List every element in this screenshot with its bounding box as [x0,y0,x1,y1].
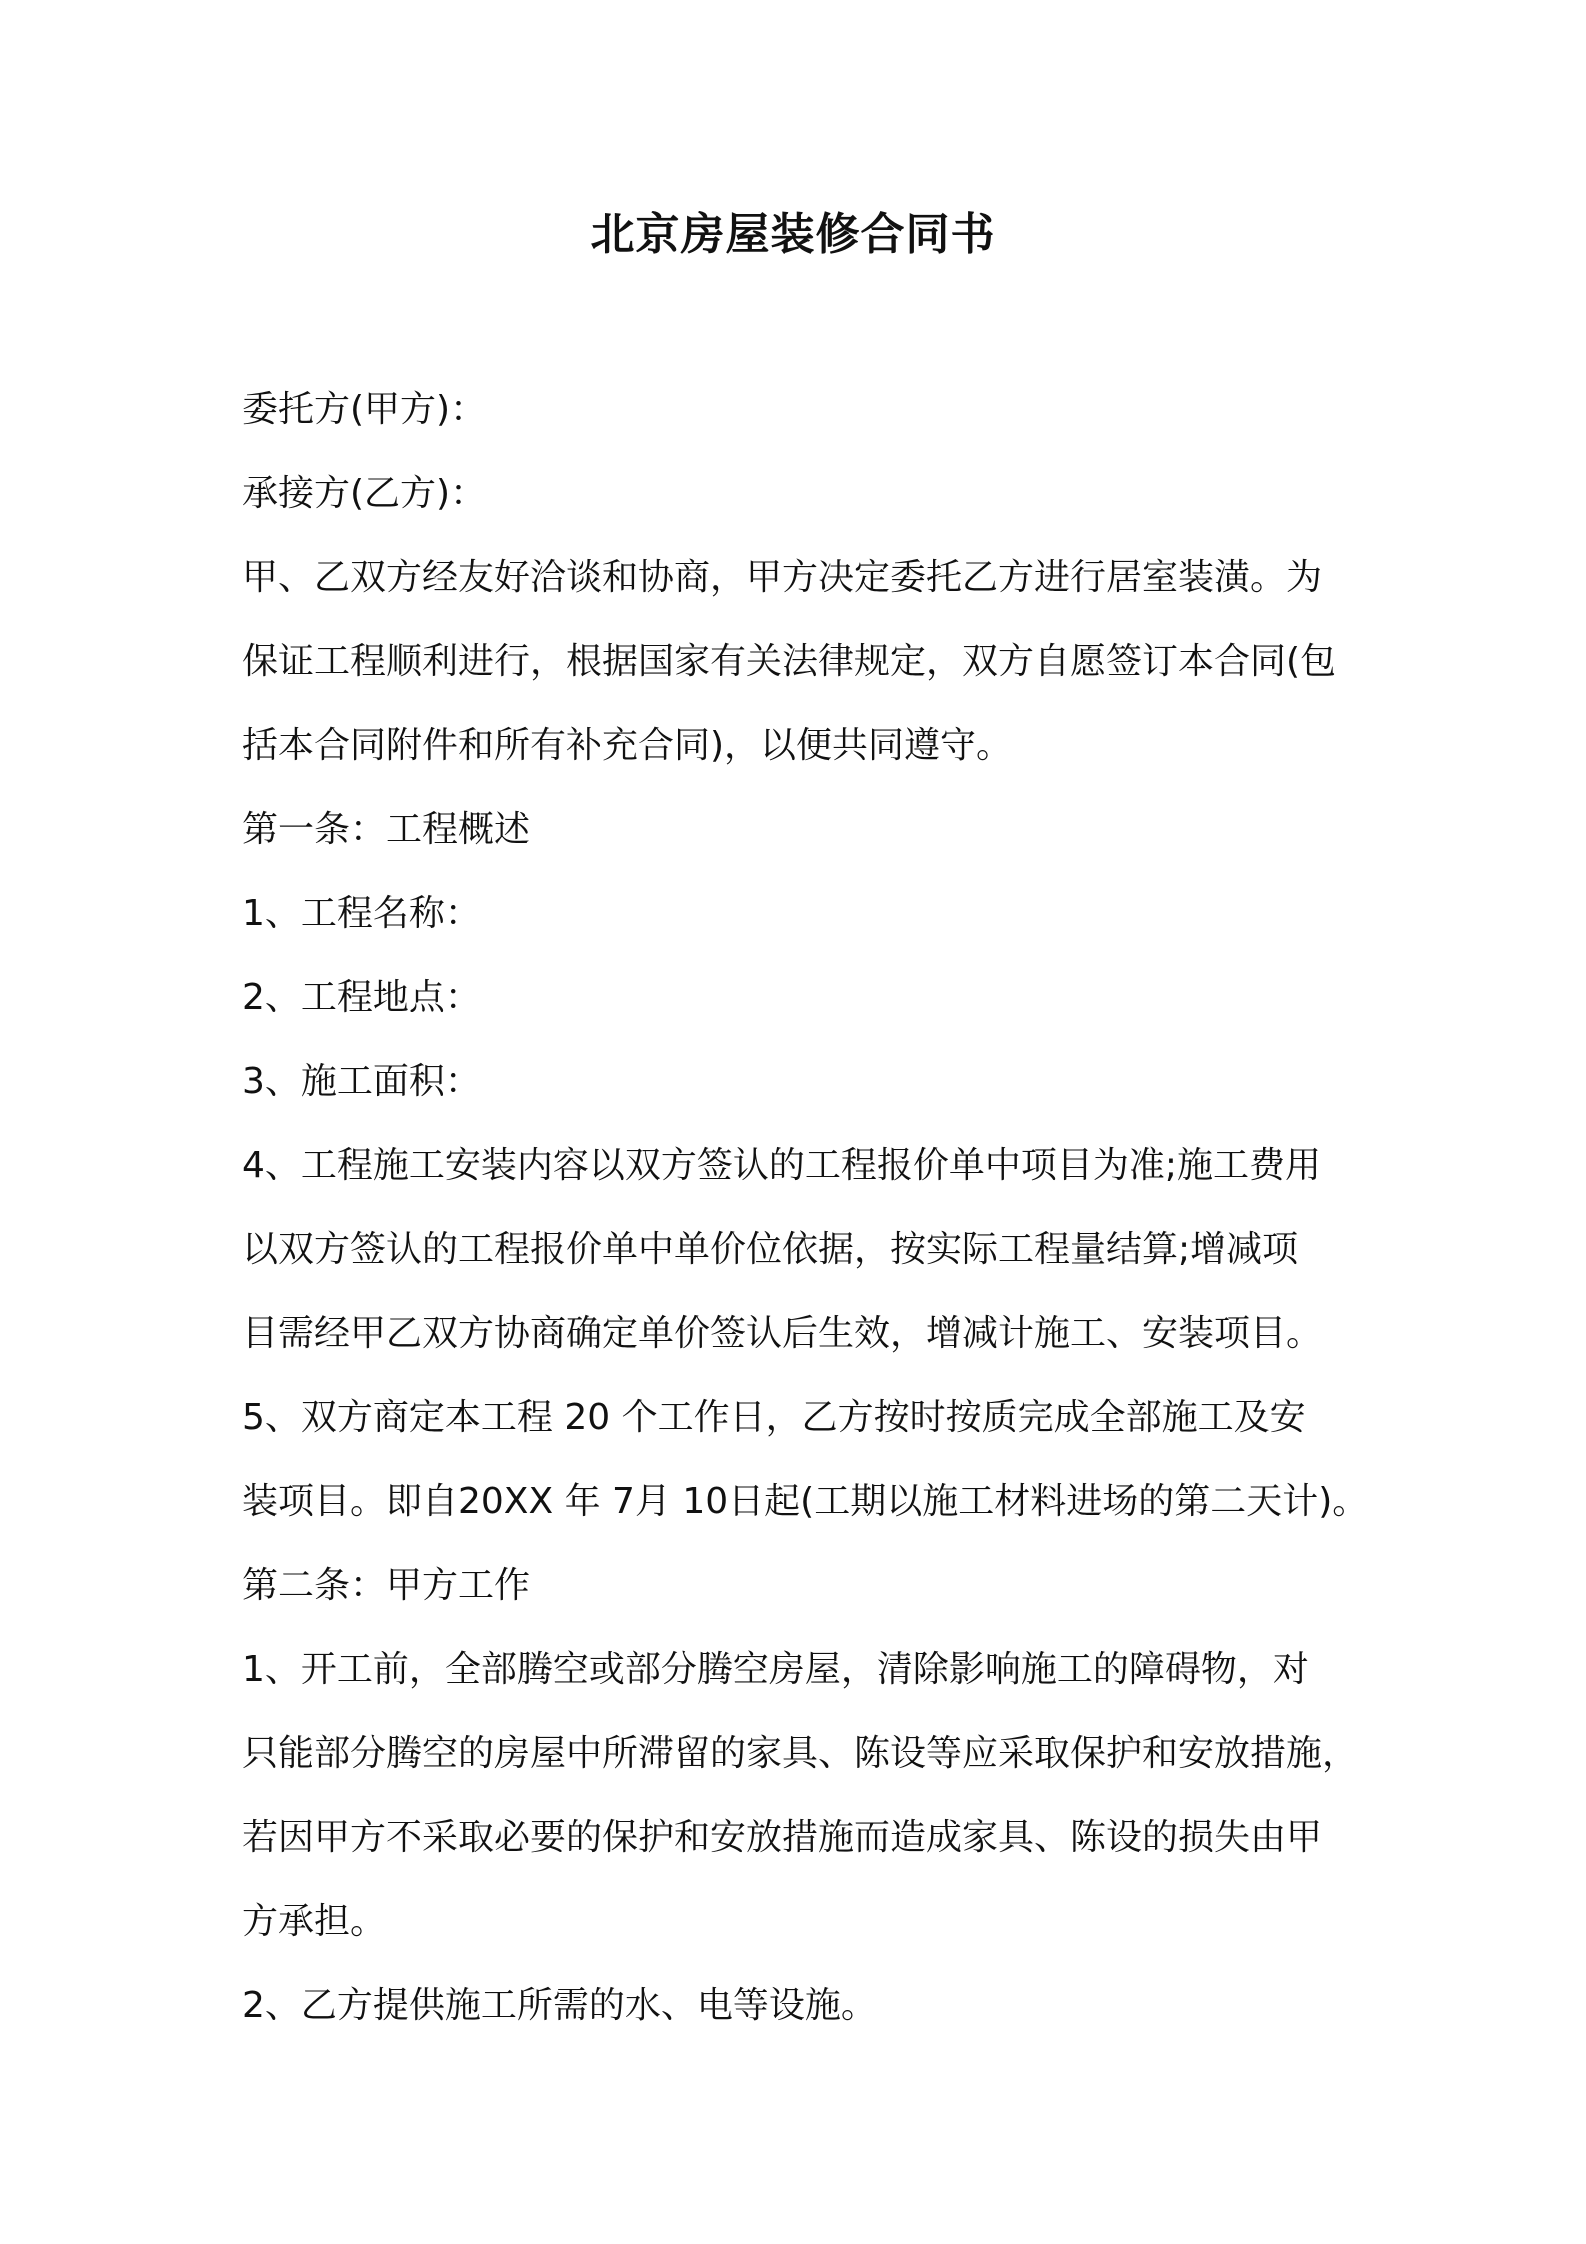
party-a-item-2: 2、乙方提供施工所需的水、电等设施。 [242,1985,877,2026]
party-a-item-1-line-3: 若因甲方不采取必要的保护和安放措施而造成家具、陈设的损失由甲 [242,1817,1323,1858]
item-5-line-1: 5、双方商定本工程 20 个工作日，乙方按时按质完成全部施工及安 [242,1397,1306,1438]
party-a-item-1-line-1: 1、开工前，全部腾空或部分腾空房屋，清除影响施工的障碍物，对 [242,1649,1309,1690]
item-project-location: 2、工程地点： [242,977,481,1018]
section-heading-1: 第一条：工程概述 [242,809,531,850]
document-body [242,368,1369,2048]
item-4-line-2: 以双方签认的工程报价单中单价位依据，按实际工程量结算;增减项 [242,1229,1299,1270]
document-title: 北京房屋装修合同书 [590,209,996,260]
paragraph-intro-line-3: 括本合同附件和所有补充合同)，以便共同遵守。 [242,725,1013,766]
paragraph-intro-line-2: 保证工程顺利进行，根据国家有关法律规定，双方自愿签订本合同(包 [242,641,1337,682]
party-a-item-1-line-2: 只能部分腾空的房屋中所滞留的家具、陈设等应采取保护和安放措施， [242,1733,1359,1774]
section-heading-2: 第二条：甲方工作 [242,1565,531,1606]
item-5-line-2: 装项目。即自20XX 年 7月 10日起(工期以施工材料进场的第二天计)。 [242,1481,1369,1522]
line-client: 委托方(甲方)： [242,389,487,430]
item-4-line-3: 目需经甲乙双方协商确定单价签认后生效，增减计施工、安装项目。 [242,1313,1323,1354]
item-4-line-1: 4、工程施工安装内容以双方签认的工程报价单中项目为准;施工费用 [242,1145,1322,1186]
party-a-item-1-line-4: 方承担。 [242,1901,387,1942]
paragraph-intro-line-1: 甲、乙双方经友好洽谈和协商，甲方决定委托乙方进行居室装潢。为 [242,557,1323,598]
line-contractor: 承接方(乙方)： [242,473,487,514]
item-project-name: 1、工程名称： [242,893,481,934]
item-construction-area: 3、施工面积： [242,1061,481,1102]
